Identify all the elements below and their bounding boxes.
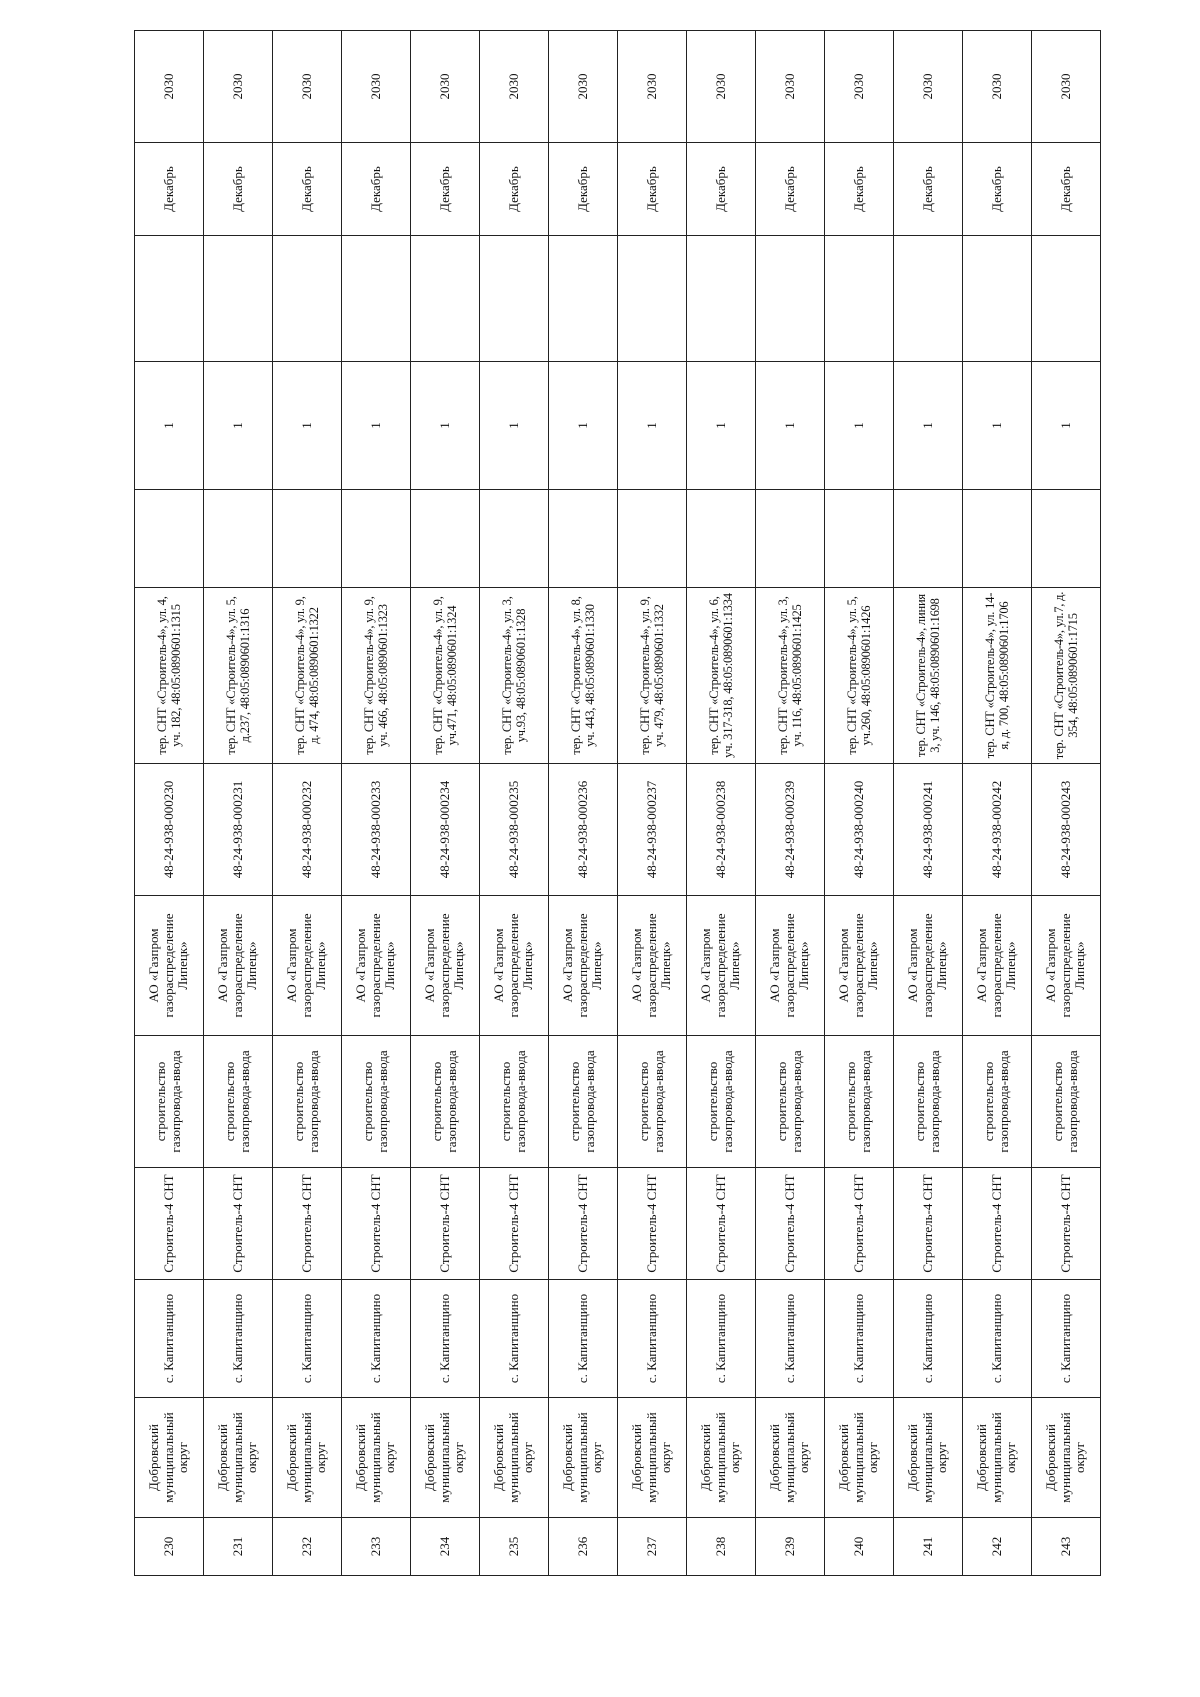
year-cell: 2030 <box>687 31 756 143</box>
object-code-cell: 48-24-938-000234 <box>411 764 480 896</box>
snt-cell: Строитель-4 СНТ <box>273 1168 342 1280</box>
district-cell: Добровский муниципальный округ <box>204 1398 273 1518</box>
work-type-cell: строительство газопровода-ввода <box>135 1036 204 1168</box>
work-type-cell: строительство газопровода-ввода <box>756 1036 825 1168</box>
address-cell: тер. СНТ «Строитель-4», ул. 3, уч.93, 48:05:0890601:1328 <box>480 588 549 764</box>
object-code-cell: 48-24-938-000233 <box>342 764 411 896</box>
table-row <box>756 31 825 1576</box>
month-cell: Декабрь <box>411 143 480 236</box>
quantity-cell: 1 <box>963 362 1032 490</box>
empty-cell <box>549 490 618 588</box>
month-cell: Декабрь <box>894 143 963 236</box>
village-cell: с. Капитанщино <box>825 1280 894 1398</box>
organization-cell: АО «Газпром газораспределение Липецк» <box>618 896 687 1036</box>
row-number: 230 <box>135 1518 204 1576</box>
object-code-cell: 48-24-938-000237 <box>618 764 687 896</box>
organization-cell: АО «Газпром газораспределение Липецк» <box>549 896 618 1036</box>
quantity-cell: 1 <box>1032 362 1101 490</box>
district-cell: Добровский муниципальный округ <box>342 1398 411 1518</box>
district-cell: Добровский муниципальный округ <box>1032 1398 1101 1518</box>
row-number: 235 <box>480 1518 549 1576</box>
object-code-cell: 48-24-938-000236 <box>549 764 618 896</box>
snt-cell: Строитель-4 СНТ <box>1032 1168 1101 1280</box>
table-row <box>411 31 480 1576</box>
work-type-cell: строительство газопровода-ввода <box>480 1036 549 1168</box>
empty-cell <box>687 236 756 362</box>
table-row <box>963 31 1032 1576</box>
district-cell: Добровский муниципальный округ <box>480 1398 549 1518</box>
quantity-cell: 1 <box>687 362 756 490</box>
village-cell: с. Капитанщино <box>549 1280 618 1398</box>
empty-cell <box>1032 236 1101 362</box>
month-cell: Декабрь <box>480 143 549 236</box>
district-cell: Добровский муниципальный округ <box>549 1398 618 1518</box>
address-cell: тер. СНТ «Строитель-4», ул. 9, уч. 466, 48:05:0890601:1323 <box>342 588 411 764</box>
empty-cell <box>1032 490 1101 588</box>
snt-cell: Строитель-4 СНТ <box>894 1168 963 1280</box>
table-row <box>687 31 756 1576</box>
table-row <box>1032 31 1101 1576</box>
year-cell: 2030 <box>342 31 411 143</box>
empty-cell <box>273 236 342 362</box>
quantity-cell: 1 <box>549 362 618 490</box>
work-type-cell: строительство газопровода-ввода <box>411 1036 480 1168</box>
snt-cell: Строитель-4 СНТ <box>825 1168 894 1280</box>
snt-cell: Строитель-4 СНТ <box>549 1168 618 1280</box>
address-cell: тер. СНТ «Строитель-4», ул.7, д. 354, 48:05:0890601:1715 <box>1032 588 1101 764</box>
year-cell: 2030 <box>894 31 963 143</box>
year-cell: 2030 <box>963 31 1032 143</box>
district-cell: Добровский муниципальный округ <box>687 1398 756 1518</box>
address-cell: тер. СНТ «Строитель-4», линия 3, уч. 146, 48:05:0890601:1698 <box>894 588 963 764</box>
empty-cell <box>411 236 480 362</box>
work-type-cell: строительство газопровода-ввода <box>204 1036 273 1168</box>
district-cell: Добровский муниципальный округ <box>618 1398 687 1518</box>
row-number: 231 <box>204 1518 273 1576</box>
row-number: 237 <box>618 1518 687 1576</box>
row-number: 241 <box>894 1518 963 1576</box>
quantity-cell: 1 <box>825 362 894 490</box>
organization-cell: АО «Газпром газораспределение Липецк» <box>480 896 549 1036</box>
month-cell: Декабрь <box>963 143 1032 236</box>
year-cell: 2030 <box>135 31 204 143</box>
empty-cell <box>204 236 273 362</box>
village-cell: с. Капитанщино <box>894 1280 963 1398</box>
empty-cell <box>480 490 549 588</box>
empty-cell <box>618 236 687 362</box>
address-cell: тер. СНТ «Строитель-4», ул. 6, уч. 317-318, 48:05:0890601:1334 <box>687 588 756 764</box>
village-cell: с. Капитанщино <box>618 1280 687 1398</box>
year-cell: 2030 <box>549 31 618 143</box>
village-cell: с. Капитанщино <box>1032 1280 1101 1398</box>
row-number: 239 <box>756 1518 825 1576</box>
snt-cell: Строитель-4 СНТ <box>204 1168 273 1280</box>
object-code-cell: 48-24-938-000235 <box>480 764 549 896</box>
table-row <box>342 31 411 1576</box>
row-number: 232 <box>273 1518 342 1576</box>
table-row <box>825 31 894 1576</box>
gas-connection-plan-table <box>134 30 1101 1576</box>
month-cell: Декабрь <box>342 143 411 236</box>
quantity-cell: 1 <box>204 362 273 490</box>
object-code-cell: 48-24-938-000243 <box>1032 764 1101 896</box>
object-code-cell: 48-24-938-000238 <box>687 764 756 896</box>
organization-cell: АО «Газпром газораспределение Липецк» <box>204 896 273 1036</box>
empty-cell <box>687 490 756 588</box>
year-cell: 2030 <box>480 31 549 143</box>
month-cell: Декабрь <box>618 143 687 236</box>
village-cell: с. Капитанщино <box>411 1280 480 1398</box>
district-cell: Добровский муниципальный округ <box>963 1398 1032 1518</box>
year-cell: 2030 <box>825 31 894 143</box>
object-code-cell: 48-24-938-000241 <box>894 764 963 896</box>
quantity-cell: 1 <box>273 362 342 490</box>
snt-cell: Строитель-4 СНТ <box>756 1168 825 1280</box>
row-number: 240 <box>825 1518 894 1576</box>
empty-cell <box>894 490 963 588</box>
address-cell: тер. СНТ «Строитель-4», ул. 9, д. 474, 48:05:0890601:1322 <box>273 588 342 764</box>
work-type-cell: строительство газопровода-ввода <box>342 1036 411 1168</box>
object-code-cell: 48-24-938-000240 <box>825 764 894 896</box>
year-cell: 2030 <box>756 31 825 143</box>
table-row <box>135 31 204 1576</box>
district-cell: Добровский муниципальный округ <box>273 1398 342 1518</box>
work-type-cell: строительство газопровода-ввода <box>618 1036 687 1168</box>
organization-cell: АО «Газпром газораспределение Липецк» <box>894 896 963 1036</box>
empty-cell <box>618 490 687 588</box>
address-cell: тер. СНТ «Строитель-4», ул. 5, д.237, 48:05:0890601:1316 <box>204 588 273 764</box>
object-code-cell: 48-24-938-000232 <box>273 764 342 896</box>
organization-cell: АО «Газпром газораспределение Липецк» <box>825 896 894 1036</box>
row-number: 233 <box>342 1518 411 1576</box>
empty-cell <box>342 236 411 362</box>
address-cell: тер. СНТ «Строитель-4», ул. 4, уч. 182, 48:05:0890601:1315 <box>135 588 204 764</box>
object-code-cell: 48-24-938-000231 <box>204 764 273 896</box>
row-number: 236 <box>549 1518 618 1576</box>
table-row <box>894 31 963 1576</box>
month-cell: Декабрь <box>687 143 756 236</box>
village-cell: с. Капитанщино <box>342 1280 411 1398</box>
quantity-cell: 1 <box>894 362 963 490</box>
month-cell: Декабрь <box>135 143 204 236</box>
table-body <box>135 31 1101 1576</box>
village-cell: с. Капитанщино <box>963 1280 1032 1398</box>
object-code-cell: 48-24-938-000239 <box>756 764 825 896</box>
address-cell: тер. СНТ «Строитель-4», ул. 5, уч.260, 48:05:0890601:1426 <box>825 588 894 764</box>
year-cell: 2030 <box>411 31 480 143</box>
address-cell: тер. СНТ «Строитель-4», ул. 8, уч. 443, 48:05:0890601:1330 <box>549 588 618 764</box>
work-type-cell: строительство газопровода-ввода <box>549 1036 618 1168</box>
table-row <box>273 31 342 1576</box>
work-type-cell: строительство газопровода-ввода <box>894 1036 963 1168</box>
object-code-cell: 48-24-938-000242 <box>963 764 1032 896</box>
snt-cell: Строитель-4 СНТ <box>411 1168 480 1280</box>
snt-cell: Строитель-4 СНТ <box>687 1168 756 1280</box>
village-cell: с. Капитанщино <box>687 1280 756 1398</box>
empty-cell <box>756 490 825 588</box>
organization-cell: АО «Газпром газораспределение Липецк» <box>963 896 1032 1036</box>
address-cell: тер. СНТ «Строитель-4», ул. 3, уч. 116, 48:05:0890601:1425 <box>756 588 825 764</box>
empty-cell <box>480 236 549 362</box>
year-cell: 2030 <box>1032 31 1101 143</box>
quantity-cell: 1 <box>480 362 549 490</box>
month-cell: Декабрь <box>204 143 273 236</box>
empty-cell <box>963 490 1032 588</box>
object-code-cell: 48-24-938-000230 <box>135 764 204 896</box>
row-number: 242 <box>963 1518 1032 1576</box>
snt-cell: Строитель-4 СНТ <box>135 1168 204 1280</box>
snt-cell: Строитель-4 СНТ <box>342 1168 411 1280</box>
empty-cell <box>135 490 204 588</box>
quantity-cell: 1 <box>756 362 825 490</box>
year-cell: 2030 <box>618 31 687 143</box>
organization-cell: АО «Газпром газораспределение Липецк» <box>342 896 411 1036</box>
snt-cell: Строитель-4 СНТ <box>480 1168 549 1280</box>
quantity-cell: 1 <box>618 362 687 490</box>
empty-cell <box>756 236 825 362</box>
district-cell: Добровский муниципальный округ <box>756 1398 825 1518</box>
organization-cell: АО «Газпром газораспределение Липецк» <box>1032 896 1101 1036</box>
quantity-cell: 1 <box>342 362 411 490</box>
empty-cell <box>411 490 480 588</box>
snt-cell: Строитель-4 СНТ <box>618 1168 687 1280</box>
rotated-table-frame <box>134 73 1088 1576</box>
organization-cell: АО «Газпром газораспределение Липецк» <box>135 896 204 1036</box>
empty-cell <box>894 236 963 362</box>
address-cell: тер. СНТ «Строитель-4», ул. 14-я, д. 700, 48:05:0890601:1706 <box>963 588 1032 764</box>
organization-cell: АО «Газпром газораспределение Липецк» <box>687 896 756 1036</box>
quantity-cell: 1 <box>411 362 480 490</box>
month-cell: Декабрь <box>273 143 342 236</box>
row-number: 243 <box>1032 1518 1101 1576</box>
work-type-cell: строительство газопровода-ввода <box>963 1036 1032 1168</box>
address-cell: тер. СНТ «Строитель-4», ул. 9, уч.471, 48:05:0890601:1324 <box>411 588 480 764</box>
organization-cell: АО «Газпром газораспределение Липецк» <box>756 896 825 1036</box>
work-type-cell: строительство газопровода-ввода <box>825 1036 894 1168</box>
address-cell: тер. СНТ «Строитель-4», ул. 9, уч. 479, 48:05:0890601:1332 <box>618 588 687 764</box>
district-cell: Добровский муниципальный округ <box>135 1398 204 1518</box>
row-number: 238 <box>687 1518 756 1576</box>
village-cell: с. Капитанщино <box>273 1280 342 1398</box>
empty-cell <box>135 236 204 362</box>
snt-cell: Строитель-4 СНТ <box>963 1168 1032 1280</box>
village-cell: с. Капитанщино <box>204 1280 273 1398</box>
village-cell: с. Капитанщино <box>480 1280 549 1398</box>
work-type-cell: строительство газопровода-ввода <box>273 1036 342 1168</box>
empty-cell <box>204 490 273 588</box>
year-cell: 2030 <box>273 31 342 143</box>
village-cell: с. Капитанщино <box>756 1280 825 1398</box>
row-number: 234 <box>411 1518 480 1576</box>
table-row <box>549 31 618 1576</box>
district-cell: Добровский муниципальный округ <box>825 1398 894 1518</box>
empty-cell <box>825 490 894 588</box>
empty-cell <box>963 236 1032 362</box>
village-cell: с. Капитанщино <box>135 1280 204 1398</box>
quantity-cell: 1 <box>135 362 204 490</box>
table-row <box>618 31 687 1576</box>
work-type-cell: строительство газопровода-ввода <box>687 1036 756 1168</box>
table-row <box>480 31 549 1576</box>
district-cell: Добровский муниципальный округ <box>411 1398 480 1518</box>
month-cell: Декабрь <box>549 143 618 236</box>
organization-cell: АО «Газпром газораспределение Липецк» <box>411 896 480 1036</box>
empty-cell <box>549 236 618 362</box>
year-cell: 2030 <box>204 31 273 143</box>
empty-cell <box>273 490 342 588</box>
table-row <box>204 31 273 1576</box>
empty-cell <box>342 490 411 588</box>
district-cell: Добровский муниципальный округ <box>894 1398 963 1518</box>
empty-cell <box>825 236 894 362</box>
month-cell: Декабрь <box>825 143 894 236</box>
work-type-cell: строительство газопровода-ввода <box>1032 1036 1101 1168</box>
month-cell: Декабрь <box>756 143 825 236</box>
organization-cell: АО «Газпром газораспределение Липецк» <box>273 896 342 1036</box>
month-cell: Декабрь <box>1032 143 1101 236</box>
